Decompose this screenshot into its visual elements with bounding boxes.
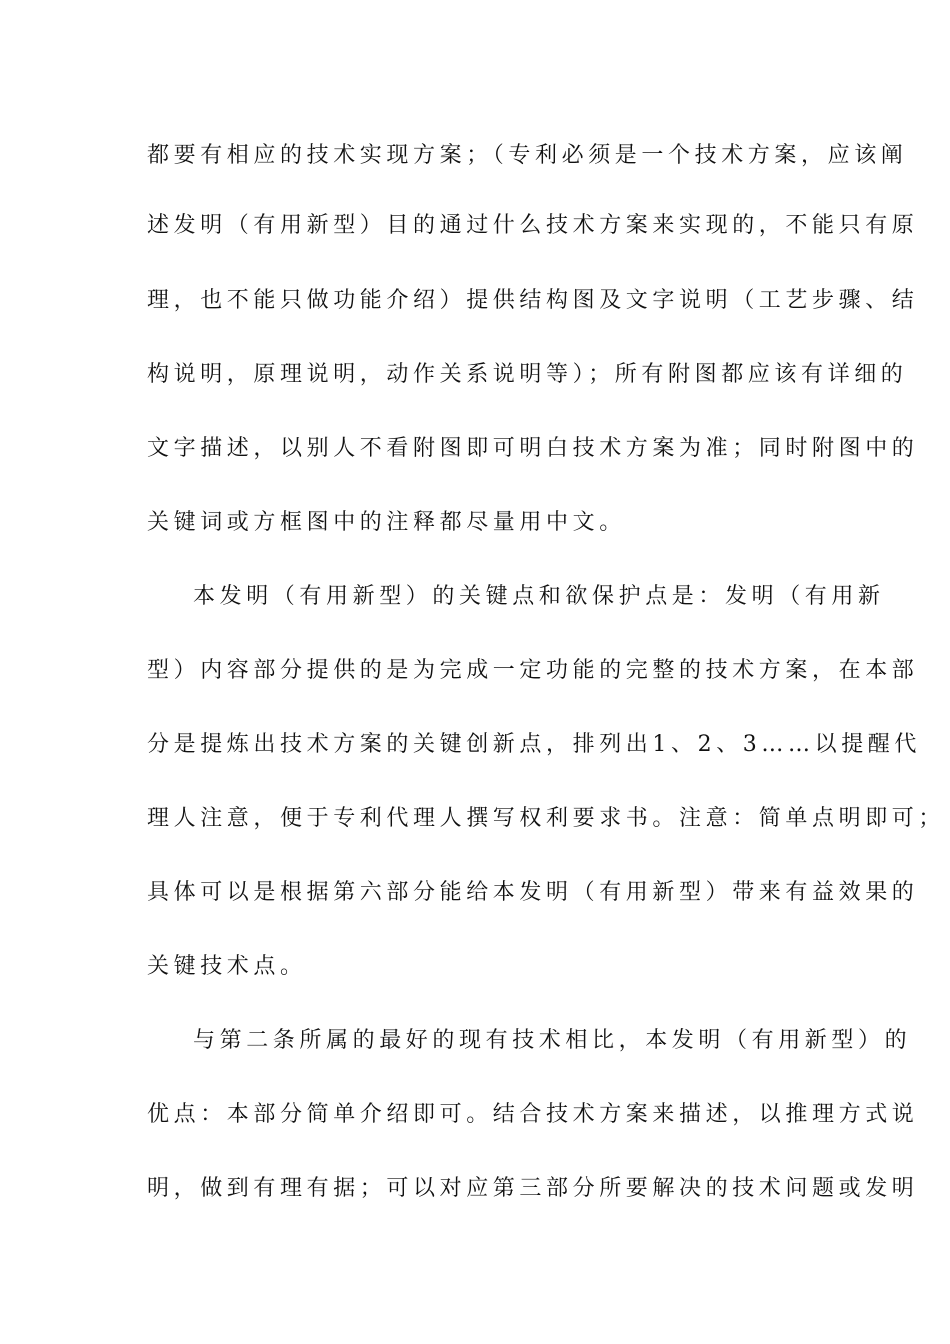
text-line: 理人注意，便于专利代理人撰写权利要求书。注意：简单点明即可； [147,806,946,831]
text-line: 明，做到有理有据；可以对应第三部分所要解决的技术问题或发明 [147,1176,919,1201]
text-line: 关键词或方框图中的注释都尽量用中文。 [147,510,626,535]
text-line: 型）内容部分提供的是为完成一定功能的完整的技术方案，在本部 [147,658,919,683]
text-line: 分是提炼出技术方案的关键创新点，排列出1、2、3……以提醒代 [147,732,921,757]
text-line: 关键技术点。 [147,954,307,979]
text-line: 构说明，原理说明，动作关系说明等）；所有附图都应该有详细的 [147,362,908,387]
paragraph-first-line: 与第二条所属的最好的现有技术相比，本发明（有用新型）的 [193,1028,912,1053]
text-line: 述发明（有用新型）目的通过什么技术方案来实现的，不能只有原 [147,213,919,238]
text-line: 都要有相应的技术实现方案；（专利必须是一个技术方案，应该阐 [147,143,908,168]
text-line: 优点：本部分简单介绍即可。结合技术方案来描述，以推理方式说 [147,1102,919,1127]
text-line: 理，也不能只做功能介绍）提供结构图及文字说明（工艺步骤、结 [147,288,919,313]
text-line: 文字描述，以别人不看附图即可明白技术方案为准；同时附图中的 [147,436,919,461]
text-line: 具体可以是根据第六部分能给本发明（有用新型）带来有益效果的 [147,880,919,905]
paragraph-first-line: 本发明（有用新型）的关键点和欲保护点是：发明（有用新 [193,584,885,609]
